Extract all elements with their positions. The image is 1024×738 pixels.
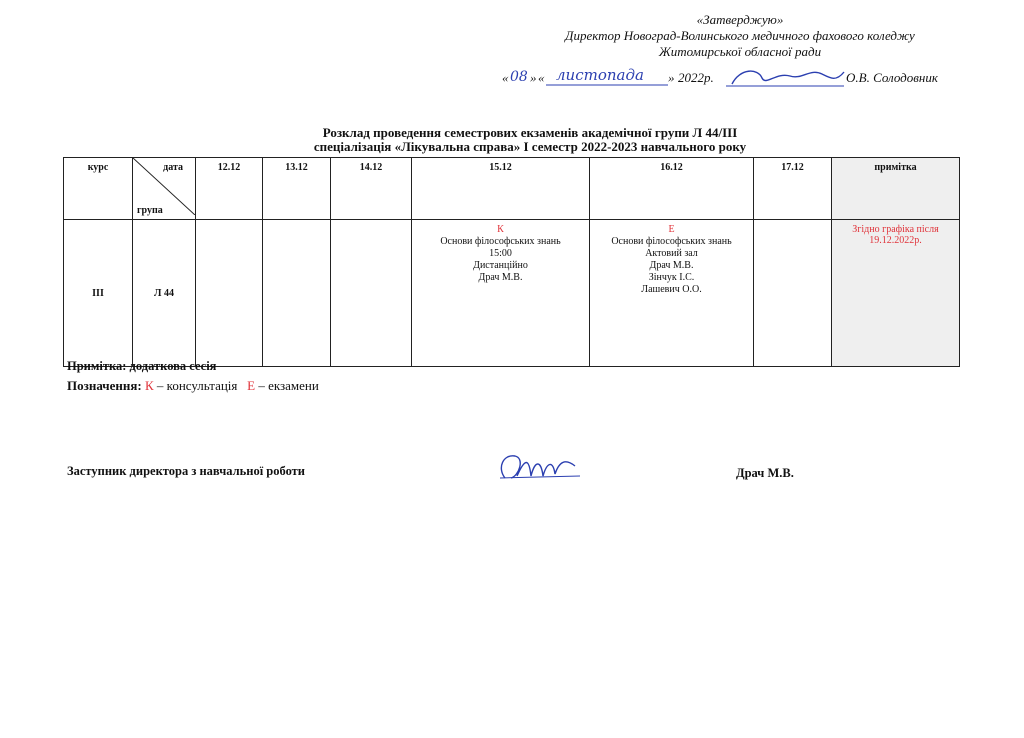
header-course: курс — [64, 158, 133, 220]
table-row — [64, 220, 960, 367]
approval-line2: Житомирської обласної ради — [658, 44, 822, 59]
cell-12-12 — [196, 220, 263, 367]
place-16-12: Актовий зал — [645, 248, 698, 259]
header-group: група — [137, 205, 163, 216]
title-line2: спеціалізація «Лікувальна справа» І семестр 2022-2023 навчального року — [313, 139, 747, 154]
approval-line1: Директор Новоград-Волинського медичного фахового коледжу — [565, 28, 915, 43]
director-signature — [732, 71, 844, 84]
header-date-5: 16.12 — [590, 158, 754, 220]
quote-close-2: » — [668, 70, 675, 85]
table-header-row — [64, 158, 960, 220]
header-date-2: 13.12 — [263, 158, 331, 220]
footnote: Примітка: додаткова сесія — [67, 359, 217, 373]
time-15-12: 15:00 — [489, 248, 512, 259]
legend-e-letter: Е — [247, 378, 256, 393]
legend-e-text: – екзамени — [258, 378, 319, 393]
header-date: дата — [163, 162, 183, 173]
approval-date-signature-line — [500, 64, 980, 94]
header-date-group — [133, 158, 196, 220]
approval-block — [500, 12, 980, 85]
exam-marker: Е — [668, 224, 675, 235]
quote-close-1: » — [530, 70, 537, 85]
header-date-1: 12.12 — [196, 158, 263, 220]
subject-16-12: Основи філософських знань — [611, 236, 732, 247]
approval-heading: «Затверджую» — [696, 12, 784, 27]
cell-14-12 — [331, 220, 412, 367]
director-name: О.В. Солодовник — [846, 70, 938, 85]
cell-16-12 — [590, 220, 754, 367]
row-course: ІІІ — [64, 220, 133, 367]
deputy-signature — [495, 448, 585, 488]
examiner-2: Зінчук І.С. — [648, 272, 695, 283]
place-15-12: Дистанційно — [473, 260, 528, 271]
header-date-4: 15.12 — [412, 158, 590, 220]
quote-open-2: « — [538, 70, 545, 85]
title-line1: Розклад проведення семестрових екзаменів академічної групи Л 44/ІІІ — [322, 125, 738, 140]
row-note: Згідно графіка після 19.12.2022р. — [832, 220, 960, 367]
date-year: 2022р. — [678, 70, 714, 85]
quote-open-1: « — [502, 70, 509, 85]
deputy-title: Заступник директора з навчальної роботи — [67, 464, 306, 478]
legend — [67, 378, 319, 394]
consultation-marker: К — [497, 224, 504, 235]
legend-prefix: Позначення: — [67, 378, 142, 393]
header-date-3: 14.12 — [331, 158, 412, 220]
header-date-6: 17.12 — [754, 158, 832, 220]
cell-17-12 — [754, 220, 832, 367]
legend-k-letter: К — [145, 378, 154, 393]
date-month: листопада — [556, 66, 644, 84]
schedule-table — [63, 157, 960, 367]
cell-13-12 — [263, 220, 331, 367]
page-title — [180, 126, 880, 154]
teacher-15-12: Драч М.В. — [478, 272, 523, 283]
subject-15-12: Основи філософських знань — [440, 236, 561, 247]
examiner-1: Драч М.В. — [649, 260, 694, 271]
deputy-name: Драч М.В. — [736, 466, 794, 480]
header-note: примітка — [832, 158, 960, 220]
cell-15-12 — [412, 220, 590, 367]
date-day: 08 — [510, 69, 528, 85]
row-group: Л 44 — [133, 220, 196, 367]
legend-k-text: – консультація — [156, 378, 238, 393]
examiner-3: Лашевич О.О. — [641, 284, 702, 295]
